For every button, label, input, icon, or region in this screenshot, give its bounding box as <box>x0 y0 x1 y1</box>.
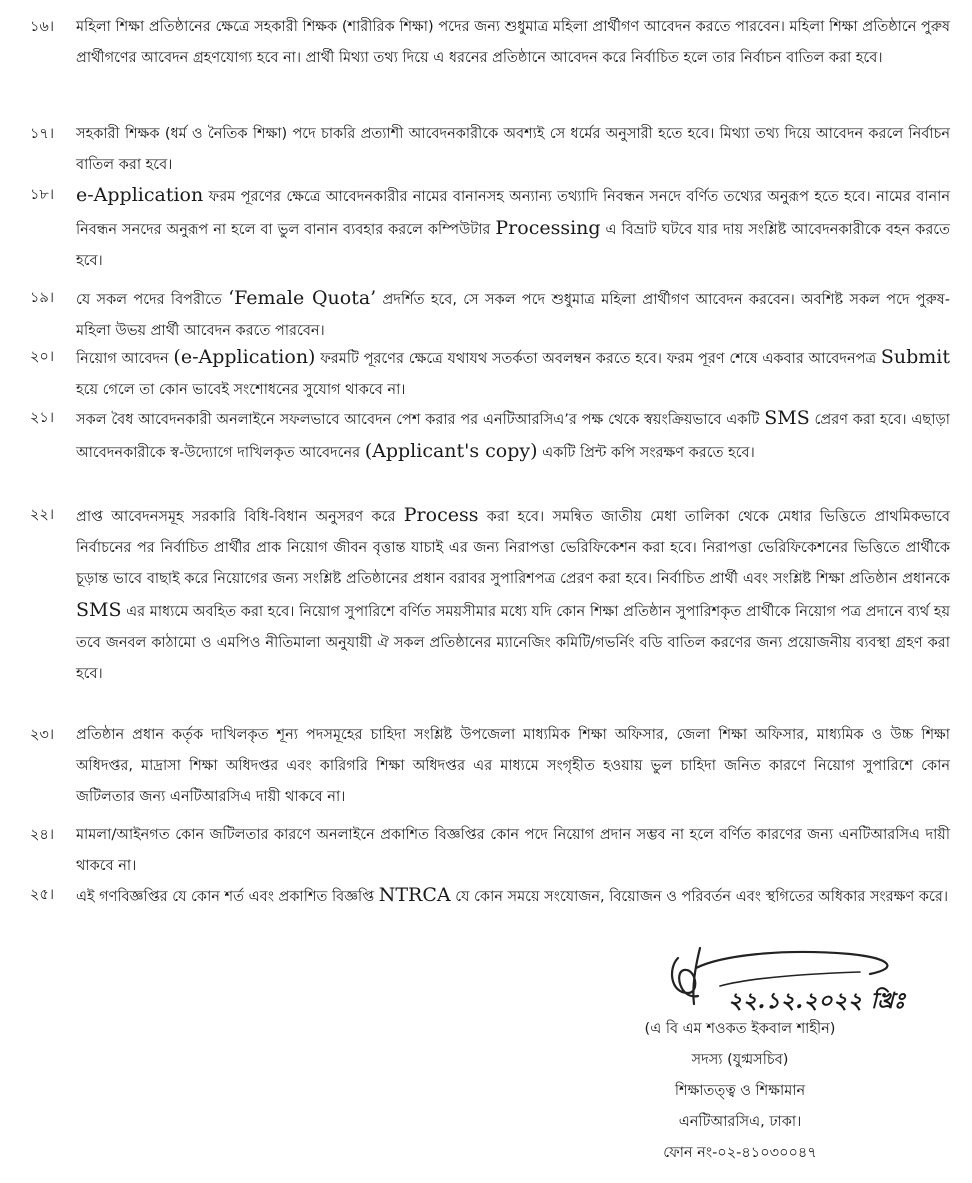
clause-number: ১৯। <box>30 290 55 306</box>
clause-text: মামলা/আইনগত কোন জটিলতার কারণে অনলাইনে প্রকাশিত বিজ্ঞপ্তির কোন পদে নিয়োগ প্রদান সম্ভব না হলে বর্ণিত কারণের জন্য এনটিআরসিএ দায়ী থাকবে না। <box>76 827 950 874</box>
signatory-office: এনটিআরসিএ, ঢাকা। <box>678 1114 802 1130</box>
clause-number: ২০। <box>30 349 55 365</box>
signature-date: ২২.১২.২০২২ খ্রিঃ <box>728 988 906 1014</box>
signatory-designation: সদস্য (যুগ্মসচিব) <box>691 1052 789 1068</box>
signatory-department: শিক্ষাতত্ত্ব ও শিক্ষামান <box>674 1083 806 1099</box>
clause-number: ২৩। <box>30 727 55 743</box>
clause-text: e-Application ফরম পূরণের ক্ষেত্রে আবেদনকারীর নামের বানানসহ অন্যান্য তথ্যাদি নিবন্ধন সনদে বর্ণিত তথ্যের অনুরূপ হতে হবে। নামের বানান নিবন্ধন সনদের অনুরূপ না হলে বা ভুল বানান ব্যবহার করলে কম্পিউটার Processing এ বিভ্রাট ঘটবে যার দায় সংশ্লিষ্ট আবেদনকারীকে বহন করতে হবে। <box>76 184 951 269</box>
clause-text: সকল বৈধ আবেদনকারী অনলাইনে সফলভাবে আবেদন পেশ করার পর এনটিআরসিএ’র পক্ষ থেকে স্বয়ংক্রিয়ভাবে একটি SMS প্রেরণ করা হবে। এছাড়া আবেদনকারীকে স্ব-উদ্যোগে দাখিলকৃত আবেদনের (Applicant's copy) একটি প্রিন্ট কপি সংরক্ষণ করতে হবে। <box>76 407 950 462</box>
clause-text: মহিলা শিক্ষা প্রতিষ্ঠানের ক্ষেত্রে সহকারী শিক্ষক (শারীরিক শিক্ষা) পদের জন্য শুধুমাত্র মহিলা প্রার্থীগণ আবেদন করতে পারবেন। মহিলা শিক্ষা প্রতিষ্ঠানে পুরুষ প্রার্থীগণের আবেদন গ্রহণযোগ্য হবে না। প্রার্থী মিথ্যা তথ্য দিয়ে এ ধরনের প্রতিষ্ঠানে আবেদন করে নির্বাচিত হলে তার নির্বাচন বাতিল করা হবে। <box>76 19 950 66</box>
clause-text: সহকারী শিক্ষক (ধর্ম ও নৈতিক শিক্ষা) পদে চাকরি প্রত্যাশী আবেদনকারীকে অবশ্যই সে ধর্মের অনুসারী হতে হবে। মিথ্যা তথ্য দিয়ে আবেদন করলে নির্বাচন বাতিল করা হবে। <box>76 126 950 173</box>
clause-number: ২৪। <box>30 827 55 843</box>
clause-text: যে সকল পদের বিপরীতে ‘Female Quota’ প্রদর্শিত হবে, সে সকল পদে শুধুমাত্র মহিলা প্রার্থীগণ আবেদন করবেন। অবশিষ্ট সকল পদে পুরুষ-মহিলা উভয় প্রার্থী আবেদন করতে পারবেন। <box>76 287 951 339</box>
clause-number: ১৬। <box>30 19 55 35</box>
clause-text: প্রতিষ্ঠান প্রধান কর্তৃক দাখিলকৃত শূন্য পদসমূহের চাহিদা সংশ্লিষ্ট উপজেলা মাধ্যমিক শিক্ষা অফিসার, জেলা শিক্ষা অফিসার, মাধ্যমিক ও উচ্চ শিক্ষা অধিদপ্তর, মাদ্রাসা শিক্ষা অধিদপ্তর এবং কারিগরি শিক্ষা অধিদপ্তর এর মাধ্যমে সংগৃহীত হওয়ায় ভুল চাহিদা জনিত কারণে নিয়োগ সুপারিশে কোন জটিলতার জন্য এনটিআরসিএ দায়ী থাকবে না। <box>76 727 950 805</box>
clause-number: ২৫। <box>30 887 55 903</box>
clause-number: ২১। <box>30 410 55 426</box>
signatory-phone: ফোন নং-০২-৪১০৩০০৪৭ <box>663 1145 817 1161</box>
signature-block <box>560 938 960 1178</box>
clause-number: ১৭। <box>30 126 55 142</box>
clause-number: ২২। <box>30 507 55 523</box>
clause-text: এই গণবিজ্ঞপ্তির যে কোন শর্ত এবং প্রকাশিত বিজ্ঞপ্তি NTRCA যে কোন সময়ে সংযোজন, বিয়োজন ও পরিবর্তন এবং স্থগিতের অধিকার সংরক্ষণ করে। <box>76 884 948 906</box>
clause-text: নিয়োগ আবেদন (e-Application) ফরমটি পূরণের ক্ষেত্রে যথাযথ সতর্কতা অবলম্বন করতে হবে। ফরম পূরণ শেষে একবার আবেদনপত্র Submit হয়ে গেলে তা কোন ভাবেই সংশোধনের সুযোগ থাকবে না। <box>76 346 950 398</box>
clause-number: ১৮। <box>30 187 55 203</box>
clause-text: প্রাপ্ত আবেদনসমূহ সরকারি বিধি-বিধান অনুসরণ করে Process করা হবে। সমন্বিত জাতীয় মেধা তালিকা থেকে মেধার ভিত্তিতে প্রাথমিকভাবে নির্বাচনের পর নির্বাচিত প্রার্থীর প্রাক নিয়োগ জীবন বৃত্তান্ত যাচাই এর জন্য নিরাপত্তা ভেরিফিকেশন করা হবে। নিরাপত্তা ভেরিফিকেশনের ভিত্তিতে প্রার্থীকে চূড়ান্ত ভাবে বাছাই করে নিয়োগের জন্য সংশ্লিষ্ট প্রতিষ্ঠানের প্রধান বরাবর সুপারিশপত্র প্রেরণ করা হবে। নির্বাচিত প্রার্থী এবং সংশ্লিষ্ট শিক্ষা প্রতিষ্ঠান প্রধানকে SMS এর মাধ্যমে অবহিত করা হবে। নিয়োগ সুপারিশে বর্ণিত সময়সীমার মধ্যে যদি কোন শিক্ষা প্রতিষ্ঠান সুপারিশকৃত প্রার্থীকে নিয়োগ পত্র প্রদানে ব্যর্থ হয় তবে জনবল কাঠামো ও এমপিও নীতিমালা অনুযায়ী ঐ সকল প্রতিষ্ঠানের ম্যানেজিং কমিটি/গভর্নিং বডি বাতিল করণের জন্য প্রয়োজনীয় ব্যবস্থা গ্রহণ করা হবে। <box>76 504 950 682</box>
signatory-name: (এ বি এম শওকত ইকবাল শাহীন) <box>644 1021 836 1037</box>
